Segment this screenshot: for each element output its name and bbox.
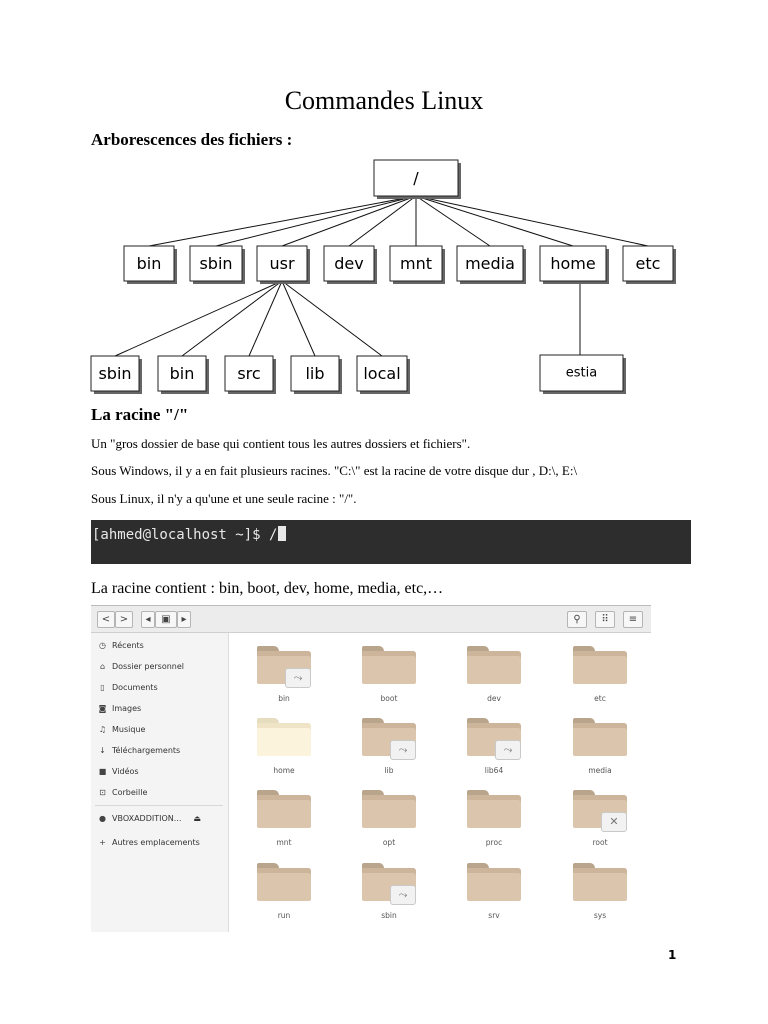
folder-icon[interactable] xyxy=(362,718,416,756)
home-icon: ⌂ xyxy=(99,662,106,671)
folder-label-mnt: mnt xyxy=(276,838,292,847)
tree-node-usr-src xyxy=(225,356,276,394)
folder-label-sys: sys xyxy=(593,911,607,920)
tree-node-estia xyxy=(540,355,626,394)
disc-icon: ● xyxy=(99,814,106,823)
tree-node-root xyxy=(374,160,461,199)
symlink-emblem-icon: ⤳ xyxy=(495,740,521,760)
tree-edge-root-usr xyxy=(282,196,416,246)
page-number: 1 xyxy=(668,948,677,962)
folder-body xyxy=(467,651,521,684)
tree-node-bin-label: bin xyxy=(136,254,162,273)
tree-node-usr-src-label: src xyxy=(237,364,261,383)
file-manager-sidebar xyxy=(91,633,229,932)
sidebar-item-téléchargements[interactable] xyxy=(97,746,180,755)
folder-icon[interactable] xyxy=(573,863,627,901)
tree-node-usr-bin xyxy=(158,356,209,394)
sidebar-item-vboxaddition[interactable] xyxy=(97,814,201,823)
sidebar-item-label: Dossier personnel xyxy=(112,662,185,671)
sidebar-item-label: Autres emplacements xyxy=(112,838,200,847)
tree-node-estia-label: estia xyxy=(565,365,598,381)
trash-icon: ⊡ xyxy=(99,788,106,797)
symlink-emblem-icon: ⤳ xyxy=(390,885,416,905)
folder-label-etc: etc xyxy=(594,694,606,703)
paragraph-windows: Sous Windows, il y a en fait plusieurs racines. "C:\" est la racine de votre disque dur , D:\, E:\ xyxy=(91,463,578,478)
folder-label-srv: srv xyxy=(488,911,500,920)
tree-node-dev xyxy=(324,246,377,284)
directory-tree-diagram xyxy=(0,150,768,405)
sidebar-item-label: Vidéos xyxy=(112,767,139,776)
tree-node-usr-sbin xyxy=(91,356,142,394)
tree-node-usr-local xyxy=(357,356,410,394)
tree-node-sbin-label: sbin xyxy=(199,254,233,273)
tree-node-media xyxy=(457,246,526,284)
folder-body xyxy=(257,868,311,901)
folder-body xyxy=(362,795,416,828)
paragraph-racine-contient: La racine contient : bin, boot, dev, home, media, etc,… xyxy=(91,580,444,597)
terminal-prompt xyxy=(92,526,286,543)
tree-node-bin xyxy=(124,246,177,284)
folder-label-proc: proc xyxy=(485,838,503,847)
file-manager-screenshot xyxy=(91,605,651,932)
sidebar-item-vidéos[interactable] xyxy=(97,767,139,776)
tree-edge-root-etc xyxy=(416,196,648,246)
folder-body xyxy=(573,723,627,756)
paragraph-definition: Un "gros dossier de base qui contient tous les autres dossiers et fichiers". xyxy=(91,436,471,451)
sidebar-item-label: Documents xyxy=(112,683,158,692)
tree-node-etc-label: etc xyxy=(635,254,661,273)
sidebar-item-label: VBOXADDITION... xyxy=(112,814,182,823)
folder-label-root: root xyxy=(592,838,608,847)
forward-button[interactable]: > xyxy=(115,611,133,628)
sidebar-item-corbeille[interactable] xyxy=(97,788,147,797)
folder-icon[interactable] xyxy=(573,646,627,684)
path-home-button[interactable]: ▣ xyxy=(155,611,177,628)
back-button[interactable]: < xyxy=(97,611,115,628)
sidebar-item-autres-emplacements[interactable] xyxy=(97,838,200,847)
page-title: Commandes Linux xyxy=(284,86,484,115)
folder-body xyxy=(362,651,416,684)
folder-icon[interactable] xyxy=(467,718,521,756)
folder-label-bin: bin xyxy=(278,694,290,703)
search-icon[interactable]: ⚲ xyxy=(567,611,587,628)
tree-edge-usr-sbin xyxy=(115,281,282,356)
locked-emblem-icon: ✕ xyxy=(601,812,627,832)
sidebar-item-label: Musique xyxy=(112,725,146,734)
sidebar-item-récents[interactable] xyxy=(97,641,144,650)
folder-icon[interactable] xyxy=(573,718,627,756)
menu-icon[interactable]: ≡ xyxy=(623,611,643,628)
folder-body xyxy=(257,723,311,756)
folder-body xyxy=(573,651,627,684)
folder-body xyxy=(573,868,627,901)
tree-edge-usr-bin xyxy=(182,281,282,356)
sidebar-item-musique[interactable] xyxy=(97,725,145,734)
folder-icon[interactable] xyxy=(467,646,521,684)
tree-edge-root-dev xyxy=(349,196,416,246)
tree-edge-root-bin xyxy=(149,196,416,246)
video-icon: ■ xyxy=(98,767,107,776)
tree-node-usr xyxy=(257,246,310,284)
tree-node-usr-local-label: local xyxy=(363,364,401,383)
sidebar-item-documents[interactable] xyxy=(97,683,158,692)
folder-icon[interactable] xyxy=(467,863,521,901)
music-icon: ♫ xyxy=(98,725,107,734)
file-manager-toolbar xyxy=(91,606,651,633)
folder-icon[interactable] xyxy=(257,646,311,684)
tree-node-mnt-label: mnt xyxy=(400,254,432,273)
sidebar-item-label: Images xyxy=(112,704,142,713)
document-icon: ▯ xyxy=(100,683,105,692)
sidebar-item-images[interactable] xyxy=(97,704,141,713)
tree-node-usr-lib xyxy=(291,356,342,394)
folder-label-run: run xyxy=(277,911,291,920)
clock-icon: ◷ xyxy=(99,641,106,650)
tree-node-usr-lib-label: lib xyxy=(305,364,325,383)
folder-label-opt: opt xyxy=(382,838,396,847)
tree-edge-usr-src xyxy=(249,281,282,356)
folder-icon[interactable] xyxy=(467,790,521,828)
path-next-button[interactable]: ▸ xyxy=(177,611,191,628)
terminal-cursor xyxy=(278,526,286,541)
sidebar-item-dossier-personnel[interactable] xyxy=(97,662,184,671)
folder-icon[interactable] xyxy=(362,646,416,684)
tree-node-usr-bin-label: bin xyxy=(169,364,195,383)
terminal-screenshot xyxy=(91,520,691,564)
tree-edge-root-sbin xyxy=(216,196,416,246)
folder-label-lib64: lib64 xyxy=(484,766,504,775)
plus-icon: + xyxy=(99,838,106,847)
folder-icon[interactable] xyxy=(573,790,627,828)
folder-body xyxy=(467,868,521,901)
symlink-emblem-icon: ⤳ xyxy=(285,668,311,688)
folder-grid xyxy=(229,633,651,932)
folder-body xyxy=(467,795,521,828)
path-prev-button[interactable]: ◂ xyxy=(141,611,155,628)
folder-label-media: media xyxy=(588,766,612,775)
sidebar-item-label: Récents xyxy=(112,641,144,650)
camera-icon: ◙ xyxy=(98,704,107,713)
tree-node-etc xyxy=(623,246,676,284)
section-heading-arborescence: Arborescences des fichiers : xyxy=(91,130,293,149)
tree-node-sbin xyxy=(190,246,245,284)
folder-body xyxy=(257,795,311,828)
folder-icon[interactable] xyxy=(257,790,311,828)
symlink-emblem-icon: ⤳ xyxy=(390,740,416,760)
grid-view-icon[interactable]: ⠿ xyxy=(595,611,615,628)
sidebar-divider xyxy=(95,805,223,806)
folder-label-home: home xyxy=(273,766,295,775)
tree-node-media-label: media xyxy=(465,254,515,273)
tree-node-root-label: / xyxy=(413,168,419,188)
paragraph-linux: Sous Linux, il n'y a qu'une et une seule racine : "/". xyxy=(91,491,357,506)
tree-node-mnt xyxy=(390,246,445,284)
tree-edge-usr-local xyxy=(282,281,382,356)
folder-label-sbin: sbin xyxy=(381,911,397,920)
tree-node-dev-label: dev xyxy=(334,254,364,273)
tree-node-home-label: home xyxy=(550,254,596,273)
folder-label-boot: boot xyxy=(380,694,398,703)
tree-node-usr-sbin-label: sbin xyxy=(98,364,132,383)
folder-label-dev: dev xyxy=(487,694,501,703)
folder-icon[interactable] xyxy=(362,790,416,828)
tree-edge-root-home xyxy=(416,196,573,246)
folder-icon[interactable] xyxy=(257,718,311,756)
sidebar-item-label: Corbeille xyxy=(112,788,148,797)
terminal-prompt-text: [ahmed@localhost ~]$ / xyxy=(92,527,278,543)
sidebar-item-label: Téléchargements xyxy=(112,746,181,755)
tree-node-usr-label: usr xyxy=(269,254,295,273)
tree-node-home xyxy=(540,246,609,284)
download-icon: ↓ xyxy=(99,746,106,755)
tree-edge-usr-lib xyxy=(282,281,315,356)
section-heading-racine: La racine "/" xyxy=(91,405,189,424)
folder-label-lib: lib xyxy=(384,766,394,775)
folder-icon[interactable] xyxy=(362,863,416,901)
eject-icon[interactable]: ⏏ xyxy=(193,814,201,823)
folder-icon[interactable] xyxy=(257,863,311,901)
